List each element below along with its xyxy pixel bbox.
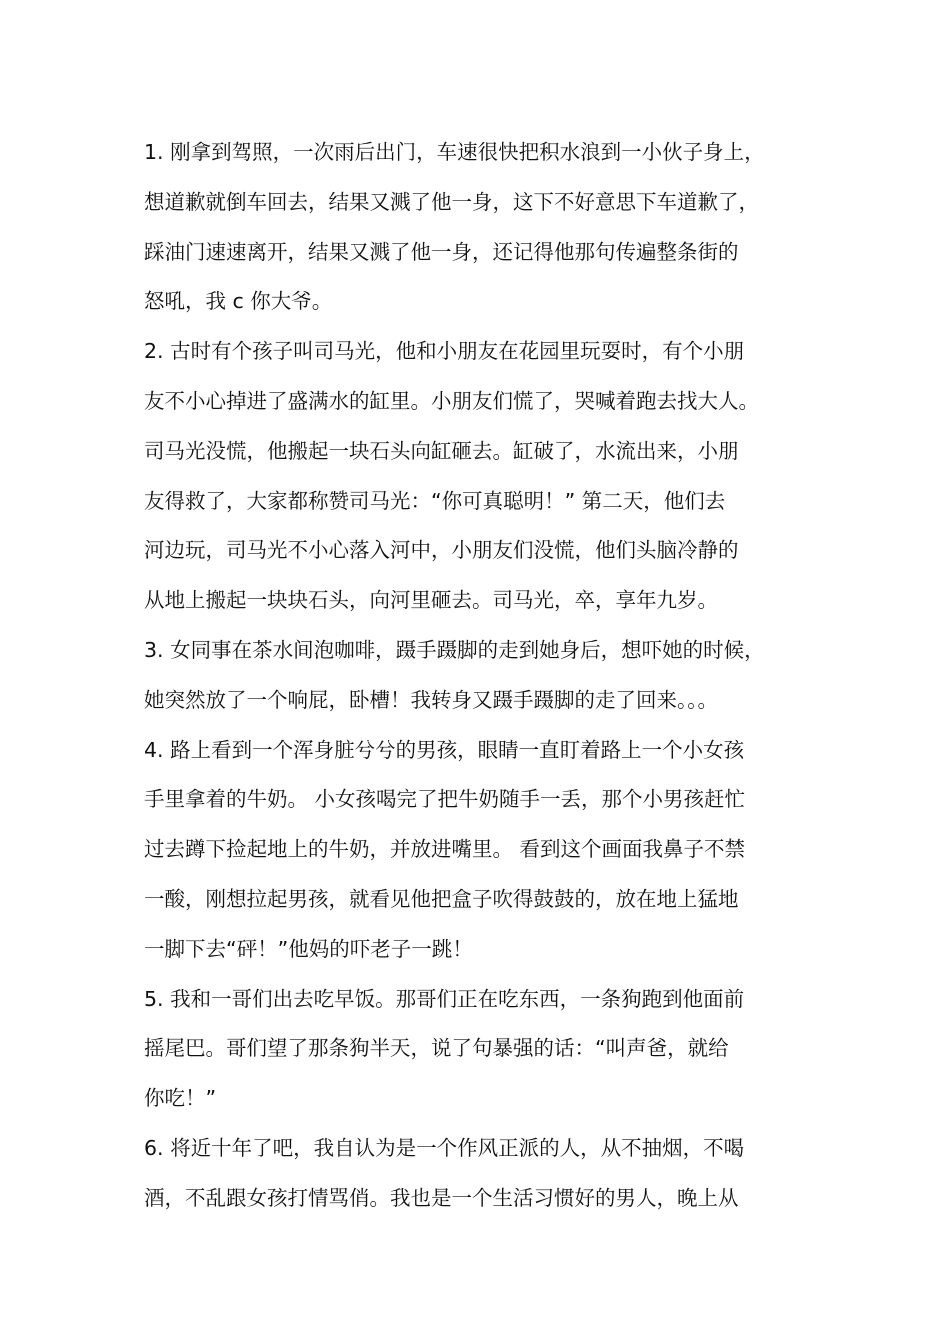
text-line: 一酸，刚想拉起男孩，就看见他把盒子吹得鼓鼓的，放在地上猛地 — [144, 886, 739, 911]
text-line: 2. 古时有个孩子叫司马光，他和小朋友在花园里玩耍时，有个小朋 — [144, 339, 745, 364]
text-line: 1. 刚拿到驾照，一次雨后出门，车速很快把积水浪到一小伙子身上， — [144, 140, 765, 164]
text-line: 她突然放了一个响屁，卧槽！我转身又蹑手蹑脚的走了回来。。。 — [144, 687, 718, 712]
text-line: 你吃！” — [144, 1086, 217, 1111]
document-body — [144, 128, 814, 1224]
text-line: 3. 女同事在茶水间泡咖啡，蹑手蹑脚的走到她身后，想吓她的时候， — [144, 637, 765, 662]
text-line: 6. 将近十年了吧，我自认为是一个作风正派的人，从不抽烟，不喝 — [144, 1135, 745, 1160]
text-line: 怒吼，我 c 你大爷。 — [144, 289, 333, 314]
text-line: 手里拿着的牛奶。 小女孩喝完了把牛奶随手一丢，那个小男孩赶忙 — [144, 787, 746, 812]
text-line: 友不小心掉进了盛满水的缸里。小朋友们慌了，哭喊着跑去找大人。 — [144, 388, 759, 413]
text-line: 友得救了，大家都称赞司马光：“你可真聪明！” 第二天，他们去 — [144, 488, 726, 513]
text-line: 过去蹲下捡起地上的牛奶，并放进嘴里。 看到这个画面我鼻子不禁 — [144, 837, 746, 862]
text-line: 摇尾巴。哥们望了那条狗半天，说了句暴强的话：“叫声爸，就给 — [144, 1036, 729, 1061]
text-line: 5. 我和一哥们出去吃早饭。那哥们正在吃东西，一条狗跑到他面前 — [144, 986, 745, 1011]
text-line: 从地上搬起一块块石头，向河里砸去。司马光，卒，享年九岁。 — [144, 588, 718, 613]
text-line: 踩油门速速离开，结果又溅了他一身，还记得他那句传遍整条街的 — [144, 239, 739, 264]
text-line: 想道歉就倒车回去，结果又溅了他一身，这下不好意思下车道歉了， — [144, 189, 759, 214]
text-line: 河边玩，司马光不小心落入河中，小朋友们没慌，他们头脑冷静的 — [144, 538, 739, 563]
text-line: 酒，不乱跟女孩打情骂俏。我也是一个生活习惯好的男人，晚上从 — [144, 1185, 739, 1210]
text-line: 一脚下去“砰！”他妈的吓老子一跳！ — [144, 936, 473, 961]
text-line: 司马光没慌，他搬起一块石头向缸砸去。缸破了，水流出来，小朋 — [144, 438, 739, 463]
text-line: 4. 路上看到一个浑身脏兮兮的男孩，眼睛一直盯着路上一个小女孩 — [144, 737, 745, 762]
